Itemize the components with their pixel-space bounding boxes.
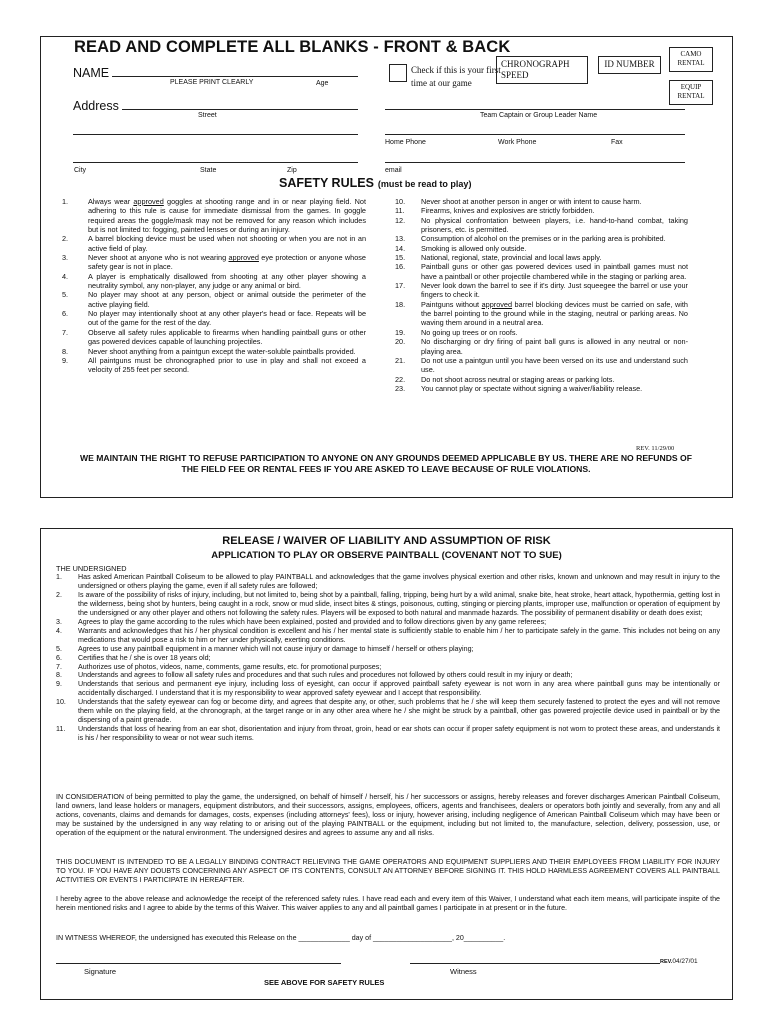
see-above-note: SEE ABOVE FOR SAFETY RULES xyxy=(264,978,385,987)
safety-rule xyxy=(54,347,366,356)
safety-rule xyxy=(387,384,688,393)
waiver-item xyxy=(56,680,720,698)
safety-rule xyxy=(387,328,688,337)
safety-rule-number: 22. xyxy=(395,374,406,384)
safety-rule-text: Never look down the barrel to see if it's dirty. Just squeegee the barrel or use your fingers to check it. xyxy=(421,281,688,300)
consideration-paragraph: IN CONSIDERATION of being permitted to play the game, the undersigned, on behalf of himself / herself, his / her successors or assigns, hereby releases and forever discharges American Paintball Coliseum, land owners, land lease holders or managers, equipment distributors, and their successors, assigns, employees, officers, agents and franchisees, dealers or operators both jointly and severally, from any and all actions, covenants, claims and demands for damages, costs, expenses (including attorneys' fees), loss or injury, however arising, including negligence of American Paintball Coliseum which may have been or may be sustained by the undersigned in any way relating to or arising out of the playing PAINTBALL or the equipment, including but not limited to, the manufacture, selection, delivery, possession, use, or operation of the equipment or the natural environment. The undersigned desires and agrees to assume any and all risks. xyxy=(56,793,720,837)
safety-rule xyxy=(54,309,366,328)
rule-text-part: barrel blocking devices must be carried on safe, with the barrel pointing to the ground while in the staging, neutral or parking areas. No waving them around in a neutral area. xyxy=(421,299,688,328)
name-label: NAME xyxy=(73,66,110,80)
safety-rule xyxy=(387,206,688,215)
safety-rule xyxy=(387,281,688,300)
safety-rule xyxy=(387,300,688,328)
safety-rule xyxy=(387,244,688,253)
safety-rule xyxy=(54,356,366,375)
safety-rule-number: 16. xyxy=(395,262,406,272)
safety-rule-number: 14. xyxy=(395,243,406,253)
rule-text-emphasis: approved xyxy=(133,197,164,206)
team-captain-field[interactable] xyxy=(385,109,685,110)
waiver-item-number: 8. xyxy=(56,671,62,680)
waiver-item-number: 5. xyxy=(56,644,62,653)
waiver-item-number: 1. xyxy=(56,573,62,581)
safety-rule-number: 19. xyxy=(395,327,406,337)
safety-rule xyxy=(54,290,366,309)
waiver-item-number: 2. xyxy=(56,590,62,599)
safety-rule-text: Observe all safety rules applicable to firearms when handling paintball guns or other gas powered devices capable of launching projectiles. xyxy=(88,327,366,347)
safety-rule xyxy=(54,234,366,253)
safety-rule-number: 10. xyxy=(395,197,406,206)
safety-rule-text: All paintguns must be chronographed prior to use in play and shall not exceed a velocity of 255 feet per second. xyxy=(88,355,366,375)
first-time-checkbox[interactable] xyxy=(389,64,407,82)
safety-rule-number: 3. xyxy=(62,253,69,263)
waiver-item-number: 3. xyxy=(56,617,62,626)
safety-rule-number: 4. xyxy=(62,271,69,281)
home-phone-label: Home Phone xyxy=(385,139,426,146)
waiver-item xyxy=(56,573,720,591)
waiver-item-text: Warrants and acknowledges that his / her physical condition is excellent and his / her mental state is sufficiently stable to enable him / her to participate safely in the game. This includes not being on any medications that would pose a risk to him or her under physically, exerting conditions. xyxy=(78,626,720,644)
rule-text-emphasis: approved xyxy=(481,299,513,309)
waiver-item-text: Certifies that he / she is over 18 years old; xyxy=(78,653,211,662)
phone-field[interactable] xyxy=(385,134,685,135)
safety-rule-number: 12. xyxy=(395,215,406,225)
safety-rule-text: No player may shoot at any person, object or animal outside the perimeter of the active playing field. xyxy=(88,290,366,309)
street-label: Street xyxy=(198,112,217,119)
safety-rule-number: 17. xyxy=(395,281,406,291)
safety-rule-number: 8. xyxy=(62,346,69,356)
safety-rule-number: 6. xyxy=(62,309,69,319)
email-label: email xyxy=(385,167,402,174)
waiver-item-text: Understands that the safety eyewear can fog or become dirty, and agrees that despite any, or other, such problems that he / she will keep them securely fastened to protect the eyes and will not remove them while on the playing field, at the chronograph, at the target range or in any other area where he / she might be struck by a paintball, other gas powered projectile device used in paintball or by the dispersing of a paint grenade. xyxy=(78,698,720,725)
safety-rule xyxy=(387,337,688,356)
waiver-item xyxy=(56,618,720,627)
equip-rental-box[interactable] xyxy=(669,80,713,105)
print-clearly-label: PLEASE PRINT CLEARLY xyxy=(170,79,254,86)
safety-rule-number: 23. xyxy=(395,383,406,393)
safety-rules-heading xyxy=(279,176,471,190)
waiver-item-text: Understands that serious and permanent eye injury, including loss of eyesight, can occur if approved paintball safety eyewear is not worn in any area where paintball guns may be intentionally or accidentally discharged. I understand that it is my responsibility to wear approved safety eyewear and I accept that responsibility. xyxy=(78,680,720,698)
witness-whereof-line: IN WITNESS WHEREOF, the undersigned has executed this Release on the _____________ day of ____________________, 20__________. xyxy=(56,934,506,942)
waiver-subtitle: APPLICATION TO PLAY OR OBSERVE PAINTBALL (COVENANT NOT TO SUE) xyxy=(211,550,562,561)
safety-rule-number: 9. xyxy=(62,355,69,365)
signature-label: Signature xyxy=(84,967,117,976)
waiver-item-text: Understands that loss of hearing from an ear shot, disorientation and injury from throat, groin, head or ear shots can occur if proper safety equipment is not worn to protect these areas, and understands it is his / her responsibility to wear or not wear such items. xyxy=(78,725,720,743)
team-captain-label: Team Captain or Group Leader Name xyxy=(480,112,598,119)
safety-rule-number: 21. xyxy=(395,355,406,365)
safety-rule-text: You cannot play or spectate without signing a waiver/liability release. xyxy=(421,383,643,393)
safety-rule xyxy=(387,262,688,281)
waiver-item-text: Understands and agrees to follow all safety rules and procedures and that such rules and procedures not followed by others could result in my injury or death; xyxy=(78,671,573,680)
waiver-revision-date: 04/27/01 xyxy=(672,958,698,965)
witness-field[interactable] xyxy=(410,963,660,964)
safety-rule-number: 2. xyxy=(62,234,69,244)
safety-rule xyxy=(54,328,366,347)
safety-rule-text xyxy=(88,197,366,234)
id-number-box[interactable] xyxy=(598,56,661,74)
rule-text-part: Never shoot at anyone who is not wearing xyxy=(88,253,229,263)
safety-rule-text: Do not shoot across neutral or staging areas or parking lots. xyxy=(421,374,615,384)
safety-rule-text: Firearms, knives and explosives are strictly forbidden. xyxy=(421,206,595,216)
waiver-item-text: Agrees to use any paintball equipment in a manner which will not cause injury or damage to himself / herself or others playing; xyxy=(78,644,474,653)
waiver-item-number: 10. xyxy=(56,698,66,707)
waiver-item-text: Agrees to play the game according to the rules which have been explained, posted and provided and to follow directions given by any game referees; xyxy=(78,617,547,626)
address-line-2[interactable] xyxy=(73,134,358,135)
safety-rule-number: 1. xyxy=(62,197,69,206)
safety-rule xyxy=(387,234,688,243)
safety-rule-number: 7. xyxy=(62,327,69,337)
waiver-item xyxy=(56,671,720,680)
safety-rule-text: A barrel blocking device must be used when not shooting or when you are not in an active field of play. xyxy=(88,234,366,253)
waiver-item xyxy=(56,698,720,725)
waiver-item-number: 11. xyxy=(56,725,66,734)
refusal-notice: WE MAINTAIN THE RIGHT TO REFUSE PARTICIPATION TO ANYONE ON ANY GROUNDS DEEMED APPLICABLE BY US. THERE ARE NO REFUNDS OF THE FIELD FEE OR RENTAL FEES IF YOU ARE ASKED TO LEAVE BECAUSE OF RULE VIOLATIONS. xyxy=(80,453,692,474)
safety-rule-number: 5. xyxy=(62,290,69,300)
waiver-item xyxy=(56,654,720,663)
safety-rule xyxy=(387,197,688,206)
safety-rule xyxy=(387,216,688,235)
safety-rule-text: Never shoot at another person in anger or with intent to cause harm. xyxy=(421,197,642,206)
id-number-label: ID NUMBER xyxy=(604,59,655,69)
work-phone-label: Work Phone xyxy=(498,139,537,146)
waiver-title: RELEASE / WAIVER OF LIABILITY AND ASSUMPTION OF RISK xyxy=(222,535,551,547)
address-label: Address xyxy=(73,99,119,113)
rule-text-part: Paintguns without xyxy=(421,299,482,309)
safety-rule-text: No going up trees or on roofs. xyxy=(421,327,518,337)
safety-rules-title: SAFETY RULES xyxy=(279,176,374,190)
safety-rule-number: 11. xyxy=(395,206,405,216)
fax-label: Fax xyxy=(611,139,623,146)
chronograph-speed-box[interactable] xyxy=(496,56,588,84)
rule-text-part: eye protection or anyone whose safety gear is not in place. xyxy=(88,253,366,272)
safety-rule xyxy=(387,253,688,262)
witness-label: Witness xyxy=(450,967,477,976)
safety-rule xyxy=(54,253,366,272)
address-field[interactable] xyxy=(122,109,358,110)
form-title: READ AND COMPLETE ALL BLANKS - FRONT & BACK xyxy=(74,38,511,56)
zip-label: Zip xyxy=(287,167,297,174)
camo-rental-label: CAMO RENTAL xyxy=(677,50,705,67)
safety-rule-text: National, regional, state, provincial and local laws apply. xyxy=(421,253,602,263)
safety-rule-text: Never shoot anything from a paintgun except the water-soluble paintballs provided. xyxy=(88,346,356,356)
safety-rule-text: A player is emphatically disallowed from shooting at any other player showing a neutrality symbol, any non-player, any judge or any animal or bird. xyxy=(88,271,366,291)
waiver-item xyxy=(56,627,720,645)
rule-text-emphasis: approved xyxy=(228,253,259,263)
safety-rule-number: 18. xyxy=(395,299,406,309)
camo-rental-box[interactable] xyxy=(669,47,713,72)
undersigned-heading: THE UNDERSIGNED xyxy=(56,564,127,573)
safety-rule-text: No discharging or dry firing of paint ball guns is allowed in any neutral or non-playing area. xyxy=(421,337,688,356)
safety-rule-number: 13. xyxy=(395,234,406,244)
safety-rule-text xyxy=(88,253,366,272)
safety-rule xyxy=(54,197,366,234)
safety-rules-subtitle: (must be read to play) xyxy=(377,179,472,189)
safety-rule-text: Do not use a paintgun until you have been versed on its use and understand such use. xyxy=(421,355,688,375)
waiver-item-text: Has asked American Paintball Coliseum to be allowed to play PAINTBALL and acknowledges that the game involves physical exertion and other risks, known and unknown and may result in injury to the undersigned or others playing the game, even if all safety rules are followed; xyxy=(78,573,720,590)
equip-rental-label: EQUIP RENTAL xyxy=(677,83,705,100)
waiver-item-number: 7. xyxy=(56,662,62,671)
waiver-item xyxy=(56,591,720,618)
safety-rule xyxy=(387,375,688,384)
age-label: Age xyxy=(316,80,329,87)
binding-contract-paragraph: THIS DOCUMENT IS INTENDED TO BE A LEGALLY BINDING CONTRACT RELIEVING THE GAME OPERATORS AND EQUIPMENT SUPPLIERS AND THEIR EMPLOYEES FROM LIABILITY FOR INJURY TO YOU. IF YOU HAVE ANY DOUBTS CONCERNING ANY ASPECT OF ITS CONTENTS, CONSULT AN ATTORNEY BEFORE SIGNING IT. THIS HOLD HARMLESS AGREEMENT COVERS ALL PAINTBALL ACTIVITIES OR EVENTS I PARTICIPATE IN HEREAFTER. xyxy=(56,858,720,884)
waiver-item xyxy=(56,645,720,654)
agreement-paragraph: I hereby agree to the above release and acknowledge the receipt of the referenced safety rules. I have read each and every item of this Waiver, I understand what each item means, will participate inspite of the herein mentioned risks and I agree to abide by the terms of this Waiver. This waiver applies to any and all paintball games I participate in at present or in the future. xyxy=(56,895,720,912)
safety-rule-number: 20. xyxy=(395,337,406,347)
waiver-revision xyxy=(660,958,698,965)
signature-field[interactable] xyxy=(56,963,341,964)
safety-rule-text: No physical confrontation between players, i.e. hand-to-hand combat, taking prisoners, etc. is permitted. xyxy=(421,215,688,235)
waiver-item-number: 9. xyxy=(56,680,62,689)
first-time-label: Check if this is your first time at our game xyxy=(411,65,501,88)
name-field[interactable] xyxy=(112,76,358,77)
safety-rule-text: Smoking is allowed only outside. xyxy=(421,243,527,253)
safety-rule-number: 15. xyxy=(395,253,406,263)
waiver-item xyxy=(56,725,720,743)
safety-rule-text xyxy=(421,300,688,328)
city-label: City xyxy=(74,167,87,174)
safety-rule-text: Consumption of alcohol on the premises or in the parking area is prohibited. xyxy=(421,234,666,244)
waiver-item-number: 4. xyxy=(56,626,62,635)
safety-rule-text: Paintball guns or other gas powered devices used in paintball games must not have a paintball or other projectile chambered while in the staging or parking area. xyxy=(421,262,688,281)
city-state-zip-field[interactable] xyxy=(73,162,358,163)
waiver-revision-prefix: REV. xyxy=(660,959,673,965)
waiver-item-number: 6. xyxy=(56,653,62,662)
rule-text-part: goggles at shooting range and in or near playing field. Not adhering to this rule is cause for immediate dismissal from the games. In goggle required areas the goggle/mask may not be removed for any reason which includes but is not limited to: fogging, painted lenses or during an injury. xyxy=(88,197,366,235)
safety-rules-revision: REV. 11/29/00 xyxy=(636,445,675,452)
waiver-item xyxy=(56,663,720,672)
waiver-item-text: Authorizes use of photos, videos, name, comments, game results, etc. for promotional purposes; xyxy=(78,662,382,671)
waiver-items-list xyxy=(56,573,720,743)
chronograph-speed-label: CHRONOGRAPH SPEED xyxy=(501,59,570,80)
safety-rule-text: No player may intentionally shoot at any other player's head or face. Repeats will be out of the game for the rest of the day. xyxy=(88,309,366,328)
safety-rules-left-column xyxy=(54,197,366,375)
safety-rules-right-column xyxy=(387,197,688,393)
safety-rule xyxy=(387,356,688,375)
rule-text-part: Always wear xyxy=(88,197,134,206)
email-field[interactable] xyxy=(385,162,685,163)
waiver-item-text: Is aware of the possibility of risks of injury, including, but not limited to, being shot by a paintball, falling, tripping, being hurt by a wild animal, snake bite, heat stroke, heart attack, hypothermia, getting lost in the wilderness, being shot by hunters, being caught in a rock, snow or mud slide, insect bites & stings, poisonous, cutting, stinging or piercing plants, improper use, malfunction or operation of equipment by the undersigned or any other player and others not following the safety rules. Players will be exposed to both natural and manmade hazards. The possibility of permanent disability or death does exist; xyxy=(78,590,720,617)
state-label: State xyxy=(200,167,217,174)
safety-rule xyxy=(54,272,366,291)
